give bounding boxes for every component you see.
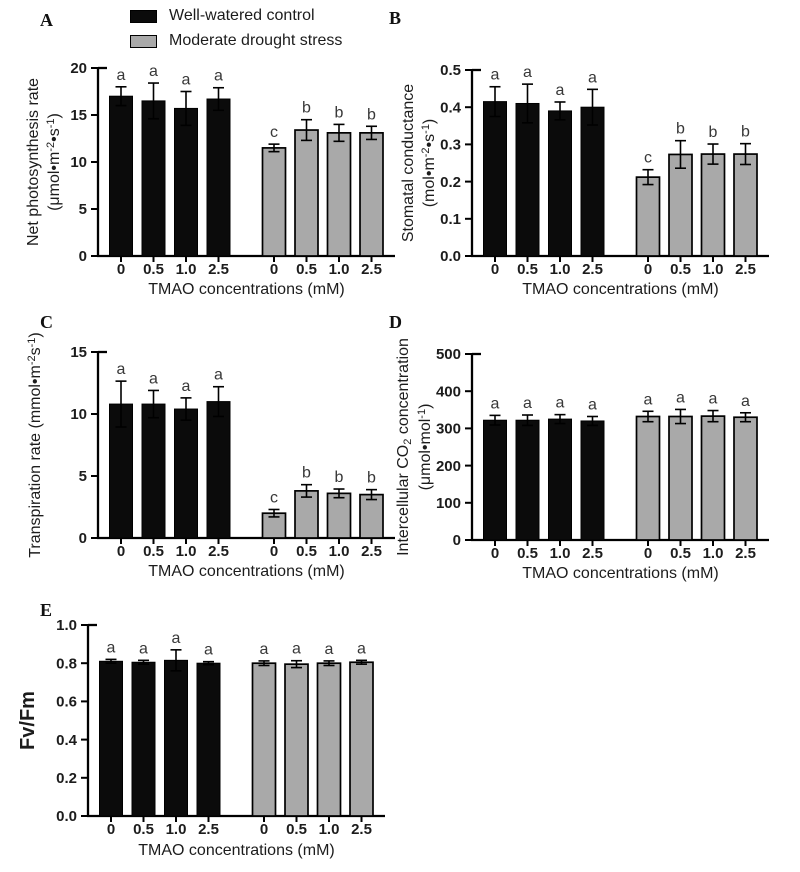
x-tick-label: 0.5	[133, 821, 154, 838]
sig-letter: c	[644, 149, 652, 167]
x-tick-label: 2.5	[582, 261, 603, 278]
bar	[295, 130, 318, 256]
sig-letter: a	[324, 640, 334, 658]
panel-b-chart	[400, 0, 800, 310]
sig-letter: b	[367, 106, 376, 124]
bar	[549, 419, 572, 540]
panel-b-label: B	[389, 8, 402, 28]
bar	[734, 154, 757, 256]
y-tick-label: 0.1	[440, 211, 461, 228]
bar	[734, 417, 757, 540]
x-tick-label: 0.5	[517, 261, 538, 278]
panel-c-label: C	[40, 312, 53, 332]
sig-letter: a	[149, 63, 158, 81]
sig-letter: a	[259, 640, 269, 658]
sig-letter: a	[181, 377, 191, 395]
x-axis-title: TMAO concentrations (mM)	[148, 281, 345, 298]
sig-letter: b	[367, 469, 376, 487]
x-tick-label: 0.5	[517, 545, 538, 562]
bar	[669, 416, 692, 540]
bar	[360, 495, 383, 538]
bar	[702, 154, 725, 256]
x-tick-label: 1.0	[165, 821, 187, 838]
x-tick-label: 0	[116, 543, 126, 560]
bar	[175, 409, 198, 538]
sig-letter: a	[490, 66, 500, 84]
bar	[484, 102, 507, 256]
bar	[165, 660, 188, 816]
x-tick-label: 0	[106, 821, 116, 838]
sig-letter: c	[270, 489, 278, 507]
y-tick-label: 1.0	[56, 617, 77, 635]
sig-letter: a	[181, 71, 191, 89]
panel-a-chart	[0, 0, 400, 310]
sig-letter: b	[334, 469, 344, 487]
y-axis-title: Fv/Fm	[17, 691, 39, 750]
sig-letter: c	[270, 124, 278, 142]
bar	[285, 664, 308, 816]
bar	[328, 133, 351, 256]
bar	[702, 416, 725, 540]
panel-d-label: D	[389, 312, 402, 332]
x-axis-title: TMAO concentrations (mM)	[522, 281, 719, 298]
bar	[484, 420, 507, 540]
sig-letter: a	[106, 639, 116, 657]
y-tick-label: 0.0	[440, 248, 461, 266]
sig-letter: a	[214, 67, 223, 85]
x-axis-title: TMAO concentrations (mM)	[148, 563, 345, 580]
sig-letter: b	[302, 99, 311, 117]
bar	[253, 663, 276, 816]
sig-letter: a	[292, 640, 301, 658]
bar	[142, 404, 165, 538]
y-tick-label: 0.2	[440, 173, 461, 191]
x-tick-label: 0	[269, 543, 279, 560]
bar	[207, 402, 230, 538]
sig-letter: a	[588, 69, 597, 87]
x-tick-label: 0	[643, 261, 653, 278]
sig-letter: a	[490, 395, 500, 413]
y-tick-label: 0.3	[440, 136, 461, 154]
x-tick-label: 2.5	[735, 545, 756, 562]
x-tick-label: 2.5	[351, 821, 372, 838]
bar	[207, 99, 230, 256]
y-tick-label: 100	[435, 495, 461, 512]
x-tick-label: 2.5	[208, 261, 229, 278]
y-tick-label: 20	[70, 60, 87, 78]
x-tick-label: 2.5	[198, 821, 219, 838]
y-tick-label: 15	[70, 107, 87, 125]
bar	[295, 491, 318, 538]
y-axis-title: Intercellular CO2 concentration	[395, 338, 414, 556]
x-tick-label: 0	[259, 821, 269, 838]
bar	[110, 96, 133, 256]
y-tick-label: 400	[435, 383, 461, 401]
x-tick-label: 0.5	[670, 261, 691, 278]
y-axis-title: (μmol•mol$^{-1}$)	[416, 403, 434, 491]
legend-label-well-watered: Well-watered control	[169, 7, 315, 24]
x-tick-label: 2.5	[361, 261, 382, 278]
y-tick-label: 0.4	[440, 99, 461, 117]
bar	[318, 663, 341, 816]
sig-letter: a	[139, 640, 148, 658]
bar	[142, 101, 165, 256]
legend-label-drought: Moderate drought stress	[169, 32, 343, 49]
bar	[549, 111, 572, 256]
x-axis-title: TMAO concentrations (mM)	[522, 565, 719, 582]
sig-letter: a	[741, 392, 750, 410]
sig-letter: a	[116, 66, 126, 84]
x-tick-label: 0.5	[296, 543, 317, 560]
x-tick-label: 1.0	[175, 261, 197, 278]
x-tick-label: 2.5	[582, 545, 603, 562]
bar	[581, 421, 604, 540]
sig-letter: b	[302, 464, 311, 482]
sig-letter: a	[171, 629, 181, 647]
y-tick-label: 0.6	[56, 693, 77, 711]
bar	[328, 493, 351, 538]
sig-letter: a	[523, 64, 532, 82]
panel-c-chart	[0, 310, 400, 610]
sig-letter: a	[643, 391, 653, 409]
sig-letter: a	[676, 389, 685, 407]
panel-e-chart	[0, 595, 420, 872]
sig-letter: a	[116, 361, 126, 379]
sig-letter: b	[741, 123, 750, 141]
panel-d-chart	[395, 310, 800, 610]
bar	[263, 148, 286, 256]
y-tick-label: 5	[78, 201, 87, 219]
x-tick-label: 1.0	[702, 545, 724, 562]
bar	[100, 661, 123, 816]
sig-letter: a	[523, 395, 532, 413]
x-axis-title: TMAO concentrations (mM)	[138, 842, 335, 859]
y-tick-label: 200	[435, 457, 461, 475]
sig-letter: a	[555, 394, 565, 412]
x-tick-label: 0.5	[670, 545, 691, 562]
sig-letter: b	[676, 120, 685, 138]
bar	[350, 662, 373, 816]
panel-a-label: A	[40, 10, 53, 30]
sig-letter: b	[334, 104, 344, 122]
bar	[669, 154, 692, 256]
bar	[197, 663, 220, 816]
y-tick-label: 5	[78, 468, 87, 486]
x-tick-label: 2.5	[208, 543, 229, 560]
bar	[175, 108, 198, 256]
y-axis-title: $(\mu mol•m^{-2}•s^{-1})$	[45, 113, 63, 211]
y-tick-label: 0	[78, 530, 87, 548]
x-tick-label: 0.5	[143, 261, 164, 278]
x-tick-label: 2.5	[735, 261, 756, 278]
x-tick-label: 1.0	[549, 261, 571, 278]
y-tick-label: 10	[70, 154, 87, 172]
y-axis-title: $(mol•m^{-2}•s^{-1})$	[420, 118, 438, 208]
y-tick-label: 0.5	[440, 62, 461, 80]
y-tick-label: 500	[435, 346, 461, 364]
bar	[637, 177, 660, 256]
panel-e-label: E	[40, 600, 53, 620]
x-tick-label: 2.5	[361, 543, 382, 560]
y-tick-label: 0.8	[56, 655, 77, 673]
x-tick-label: 1.0	[318, 821, 340, 838]
bar	[360, 133, 383, 256]
x-tick-label: 0	[116, 261, 126, 278]
y-axis-title: Stomatal conductance	[400, 83, 417, 243]
sig-letter: a	[149, 370, 158, 388]
sig-letter: b	[708, 124, 718, 142]
x-tick-label: 0.5	[143, 543, 164, 560]
x-tick-label: 0	[643, 545, 653, 562]
x-tick-label: 0	[490, 545, 500, 562]
y-tick-label: 0	[452, 532, 461, 550]
y-tick-label: 300	[435, 420, 461, 438]
x-tick-label: 1.0	[549, 545, 571, 562]
bar	[581, 107, 604, 256]
y-tick-label: 15	[70, 344, 87, 362]
x-tick-label: 0.5	[296, 261, 317, 278]
sig-letter: a	[357, 640, 366, 658]
x-tick-label: 0	[490, 261, 500, 278]
sig-letter: a	[588, 396, 597, 414]
bar	[516, 420, 539, 540]
sig-letter: a	[708, 390, 718, 408]
bar	[516, 103, 539, 256]
bar	[637, 416, 660, 540]
y-axis-title: Net photosynthesis rate	[25, 77, 42, 247]
sig-letter: a	[555, 81, 565, 99]
x-tick-label: 1.0	[328, 261, 350, 278]
y-tick-label: 0.2	[56, 770, 77, 787]
sig-letter: a	[214, 366, 223, 384]
y-tick-label: 10	[70, 406, 87, 424]
sig-letter: a	[204, 641, 213, 659]
x-tick-label: 1.0	[328, 543, 350, 560]
y-axis-title: Transpiration rate $(mmol•m^{-2}s^{-1})$	[26, 332, 44, 558]
bar	[132, 662, 155, 816]
y-tick-label: 0	[78, 248, 87, 266]
y-tick-label: 0.4	[56, 731, 77, 749]
x-tick-label: 0.5	[286, 821, 307, 838]
x-tick-label: 0	[269, 261, 279, 278]
y-tick-label: 0.0	[56, 808, 77, 826]
x-tick-label: 1.0	[702, 261, 724, 278]
x-tick-label: 1.0	[175, 543, 197, 560]
